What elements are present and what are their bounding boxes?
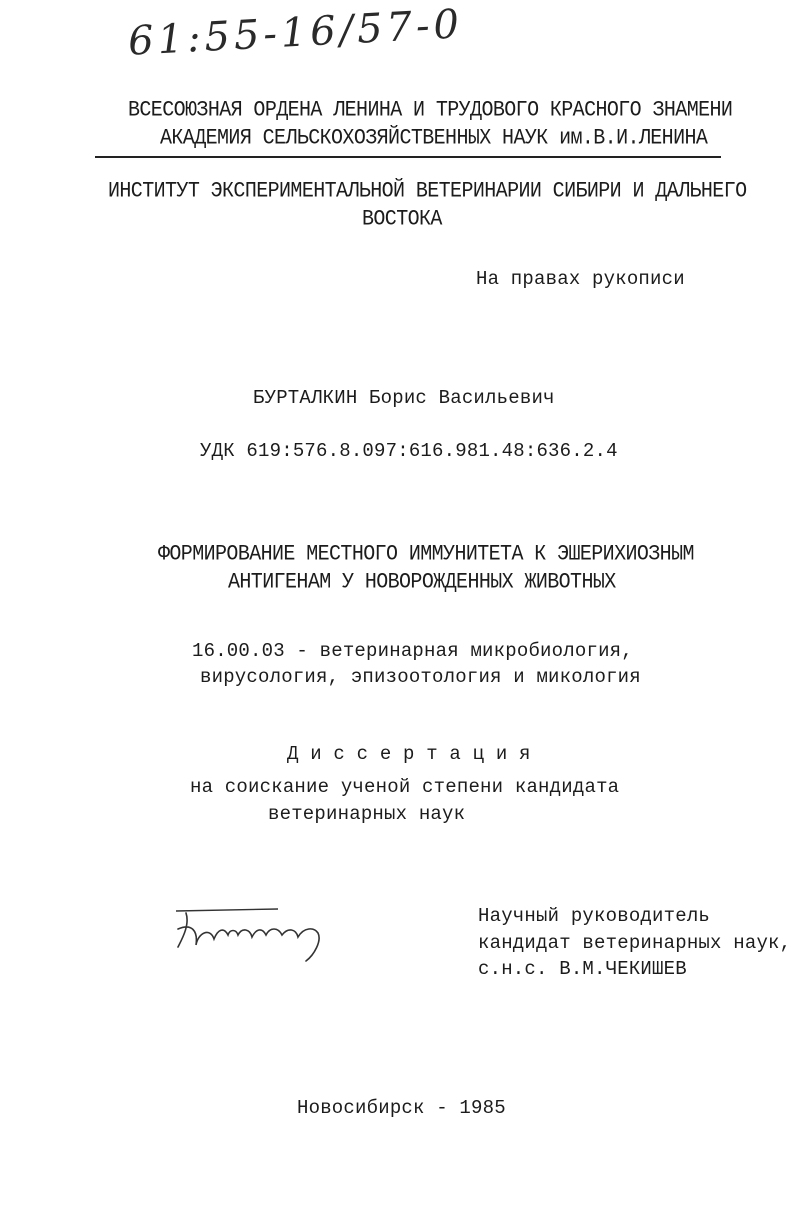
udk-code: УДК 619:576.8.097:616.981.48:636.2.4	[200, 440, 618, 462]
dissertation-title-line-1: ФОРМИРОВАНИЕ МЕСТНОГО ИММУНИТЕТА К ЭШЕРИХИОЗНЫМ	[158, 541, 694, 568]
institute-line-1: ИНСТИТУТ ЭКСПЕРИМЕНТАЛЬНОЙ ВЕТЕРИНАРИИ СИБИРИ И ДАЛЬНЕГО	[108, 178, 747, 205]
degree-line-1: на соискание ученой степени кандидата	[190, 776, 620, 798]
supervisor-line-3: с.н.с. В.М.ЧЕКИШЕВ	[478, 958, 687, 980]
dissertation-title-line-2: АНТИГЕНАМ У НОВОРОЖДЕННЫХ ЖИВОТНЫХ	[228, 569, 616, 596]
archive-handwritten-mark: 61:55-16/57-0	[127, 1, 465, 65]
specialty-line-1: 16.00.03 - ветеринарная микробиология,	[192, 640, 633, 662]
organization-line-2: АКАДЕМИЯ СЕЛЬСКОХОЗЯЙСТВЕННЫХ НАУК им.В.И.ЛЕНИНА	[160, 125, 708, 152]
specialty-line-2: вирусология, эпизоотология и микология	[200, 666, 641, 688]
degree-line-2: ветеринарных наук	[268, 803, 466, 825]
supervisor-line-1: Научный руководитель	[478, 905, 711, 927]
header-divider	[95, 156, 721, 158]
author-name: БУРТАЛКИН Борис Васильевич	[253, 387, 555, 409]
institute-line-2: ВОСТОКА	[362, 206, 442, 233]
supervisor-line-2: кандидат ветеринарных наук,	[478, 932, 792, 954]
organization-line-1: ВСЕСОЮЗНАЯ ОРДЕНА ЛЕНИНА И ТРУДОВОГО КРАСНОГО ЗНАМЕНИ	[128, 97, 733, 124]
author-signature-image	[168, 905, 348, 965]
city-year: Новосибирск - 1985	[297, 1097, 506, 1119]
dissertation-label: Д и с с е р т а ц и я	[287, 743, 531, 765]
rights-note: На правах рукописи	[476, 268, 685, 290]
